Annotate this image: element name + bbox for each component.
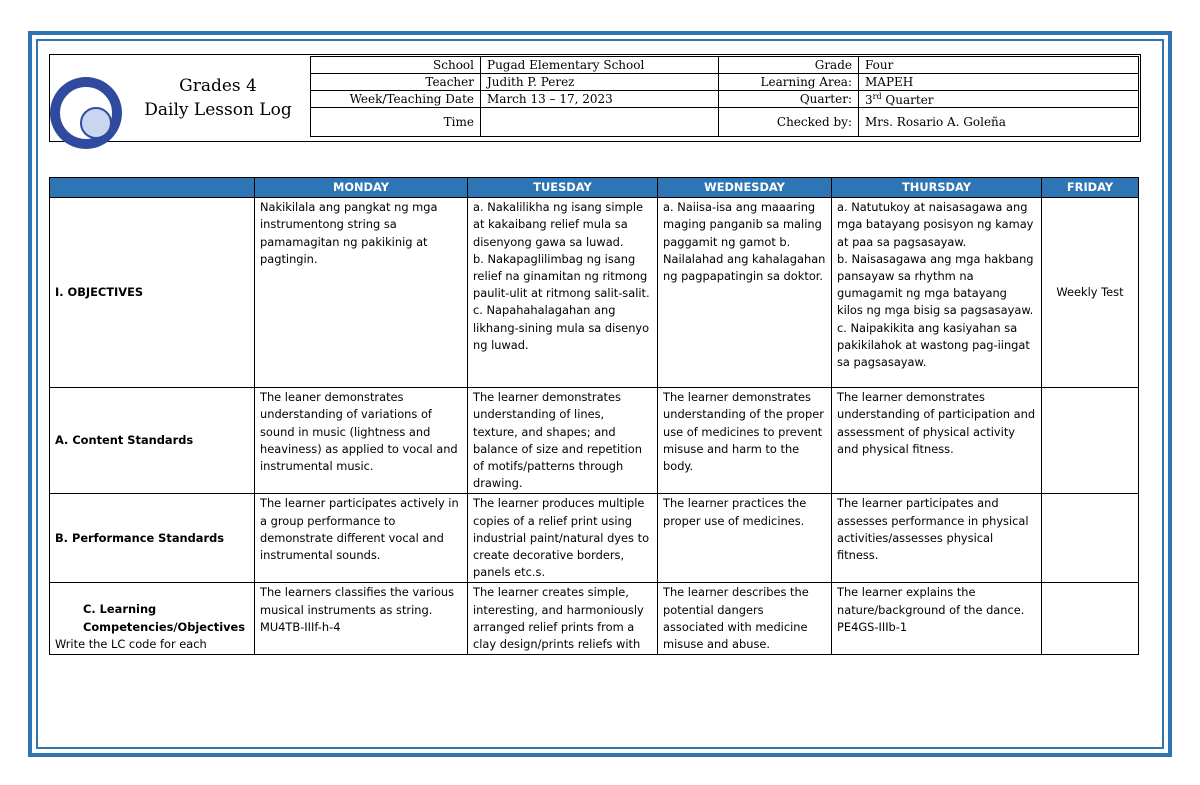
- competencies-wednesday: The learner describes the potential dangers associated with medicine misuse and abuse.: [658, 583, 832, 655]
- day-header-tuesday: TUESDAY: [468, 178, 658, 198]
- title-log: Daily Lesson Log: [144, 100, 292, 120]
- quarter-label: Quarter:: [719, 91, 859, 108]
- teacher-label: Teacher: [311, 74, 481, 91]
- content-monday: The leaner demonstrates understanding of variations of sound in music (lightness and heaviness) as applied to vocal and instrumental music.: [255, 388, 468, 494]
- objectives-friday: Weekly Test: [1042, 198, 1139, 388]
- content-thursday: The learner demonstrates understanding of participation and assessment of physical activity and physical fitness.: [832, 388, 1042, 494]
- time-label: Time: [311, 108, 481, 137]
- page-title: [130, 74, 306, 122]
- competencies-note: Write the LC code for each: [55, 636, 207, 651]
- competencies-tuesday: The learner creates simple, interesting, and harmoniously arranged relief prints from a clay design/prints reliefs with: [468, 583, 658, 655]
- teacher-value: Judith P. Perez: [481, 74, 719, 91]
- school-value: Pugad Elementary School: [481, 57, 719, 74]
- competencies-label-cell: [50, 583, 255, 655]
- objectives-row: [50, 198, 1139, 388]
- quarter-suffix: rd: [872, 91, 882, 101]
- lesson-log-table: [49, 177, 1139, 655]
- performance-friday: [1042, 494, 1139, 583]
- performance-wednesday: The learner practices the proper use of medicines.: [658, 494, 832, 583]
- objectives-label: I. OBJECTIVES: [50, 198, 255, 388]
- objectives-monday: Nakikilala ang pangkat ng mga instrumentong string sa pamamagitan ng pakikinig at pagtingin.: [255, 198, 468, 388]
- objectives-wednesday: a. Naiisa-isa ang maaaring maging panganib sa maling paggamit ng gamot b. Nailalahad ang kahalagahan ng pagpapatingin sa doktor.: [658, 198, 832, 388]
- content-standards-row: [50, 388, 1139, 494]
- grade-value: Four: [859, 57, 1139, 74]
- competencies-friday: [1042, 583, 1139, 655]
- performance-monday: The learner participates actively in a group performance to demonstrate different vocal and instrumental sounds.: [255, 494, 468, 583]
- corner-cell: [50, 178, 255, 198]
- area-label: Learning Area:: [719, 74, 859, 91]
- content-wednesday: The learner demonstrates understanding of the proper use of medicines to prevent misuse and harm to the body.: [658, 388, 832, 494]
- content-standards-label: A. Content Standards: [50, 388, 255, 494]
- content-friday: [1042, 388, 1139, 494]
- competencies-label: C. Learning Competencies/Objectives: [83, 602, 246, 634]
- week-value: March 13 – 17, 2023: [481, 91, 719, 108]
- school-label: School: [311, 57, 481, 74]
- performance-standards-row: [50, 494, 1139, 583]
- day-header-wednesday: WEDNESDAY: [658, 178, 832, 198]
- checked-value: Mrs. Rosario A. Goleña: [859, 108, 1139, 137]
- performance-thursday: The learner participates and assesses performance in physical activities/assesses physical fitness.: [832, 494, 1042, 583]
- day-header-row: [50, 178, 1139, 198]
- objectives-tuesday: a. Nakalilikha ng isang simple at kakaibang relief mula sa disenyong gawa sa luwad. b. Nakapaglilimbag ng isang relief na ginamitan ng ritmong paulit-ulit at ritmong salit-salit. c. Napahahalagahan ang likhang-sining mula sa disenyo ng luwad.: [468, 198, 658, 388]
- objectives-thursday: a. Natutukoy at naisasagawa ang mga batayang posisyon ng kamay at paa sa pagsasayaw. b. Naisasagawa ang mga hakbang pansayaw sa rhythm na gumagamit ng mga batayang kilos ng mga bisig sa pagsasayaw. c. Naipakikita ang kasiyahan sa pakikilahok at wastong pag-iingat sa pagsasayaw.: [832, 198, 1042, 388]
- area-value: MAPEH: [859, 74, 1139, 91]
- content-tuesday: The learner demonstrates understanding of lines, texture, and shapes; and balance of size and repetition of motifs/patterns through drawing.: [468, 388, 658, 494]
- quarter-text: Quarter: [881, 92, 934, 107]
- info-table: [310, 56, 1139, 137]
- day-header-thursday: THURSDAY: [832, 178, 1042, 198]
- performance-standards-label: B. Performance Standards: [50, 494, 255, 583]
- day-header-friday: FRIDAY: [1042, 178, 1139, 198]
- competencies-row: [50, 583, 1139, 655]
- quarter-value: [859, 91, 1139, 108]
- grade-label: Grade: [719, 57, 859, 74]
- checked-label: Checked by:: [719, 108, 859, 137]
- time-value: [481, 108, 719, 137]
- day-header-monday: MONDAY: [255, 178, 468, 198]
- competencies-monday: The learners classifies the various musical instruments as string. MU4TB-IIIf-h-4: [255, 583, 468, 655]
- competencies-thursday: The learner explains the nature/background of the dance. PE4GS-IIIb-1: [832, 583, 1042, 655]
- title-grade: Grades 4: [179, 76, 257, 96]
- performance-tuesday: The learner produces multiple copies of a relief print using industrial paint/natural dyes to create decorative borders, panels etc.s.: [468, 494, 658, 583]
- deped-seal-icon: [50, 77, 122, 149]
- quarter-number: 3: [865, 92, 873, 107]
- week-label: Week/Teaching Date: [311, 91, 481, 108]
